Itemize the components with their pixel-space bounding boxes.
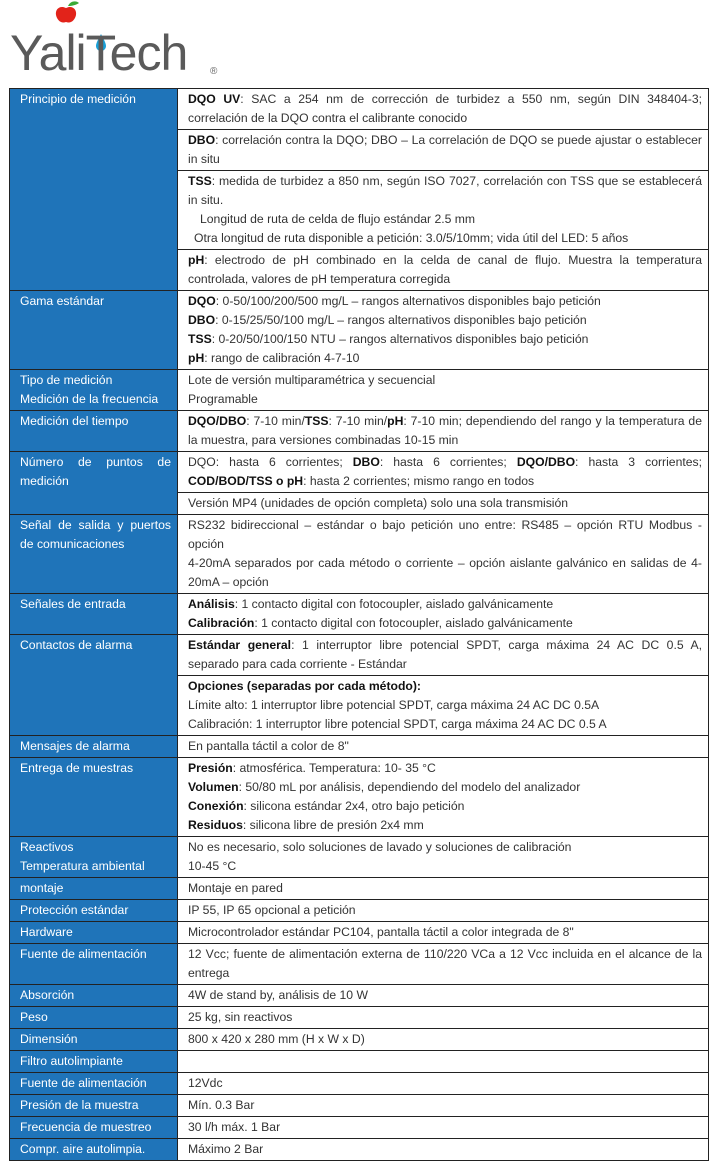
- row-label: montaje: [10, 878, 178, 900]
- row-value: Máximo 2 Bar: [178, 1139, 709, 1161]
- row-label: Compr. aire autolimpia.: [10, 1139, 178, 1161]
- row-label: Fuente de alimentación: [10, 944, 178, 985]
- row-label: Gama estándar: [10, 291, 178, 370]
- row-label: Señales de entrada: [10, 594, 178, 635]
- row-value: pH: electrodo de pH combinado en la celda de canal de flujo. Muestra la temperatura controlada, valores de pH temperatura corregida: [178, 250, 709, 291]
- row-value: Microcontrolador estándar PC104, pantalla táctil a color integrada de 8": [178, 922, 709, 944]
- table-row: [10, 758, 709, 837]
- row-value: 25 kg, sin reactivos: [178, 1007, 709, 1029]
- table-row: [10, 944, 709, 985]
- row-label: Tipo de medición Medición de la frecuencia: [10, 370, 178, 411]
- row-value: En pantalla táctil a color de 8": [178, 736, 709, 758]
- table-row: [10, 837, 709, 878]
- row-label: Entrega de muestras: [10, 758, 178, 837]
- row-label: Mensajes de alarma: [10, 736, 178, 758]
- row-label: Dimensión: [10, 1029, 178, 1051]
- row-label: Fuente de alimentación: [10, 1073, 178, 1095]
- table-row: [10, 291, 709, 370]
- row-label: Frecuencia de muestreo: [10, 1117, 178, 1139]
- table-row: [10, 411, 709, 452]
- row-value: Lote de versión multiparamétrica y secuencial Programable: [178, 370, 709, 411]
- row-value: 800 x 420 x 280 mm (H x W x D): [178, 1029, 709, 1051]
- logo-wordmark: YaliTech: [10, 25, 188, 81]
- table-row: [10, 1117, 709, 1139]
- row-label: Señal de salida y puertos de comunicaciones: [10, 515, 178, 594]
- row-label: Reactivos Temperatura ambiental: [10, 837, 178, 878]
- spec-table: [9, 88, 709, 1161]
- table-row: [10, 1051, 709, 1073]
- row-label: Filtro autolimpiante: [10, 1051, 178, 1073]
- table-row: [10, 985, 709, 1007]
- row-label: Medición del tiempo: [10, 411, 178, 452]
- table-row: [10, 452, 709, 493]
- table-row: [10, 1007, 709, 1029]
- table-row: [10, 878, 709, 900]
- row-value: RS232 bidireccional – estándar o bajo petición uno entre: RS485 – opción RTU Modbus - opción 4-20mA separados por cada método o corriente – opción aislante galvánico en salidas de 4-20mA – opción: [178, 515, 709, 594]
- table-row: [10, 1073, 709, 1095]
- row-label: Número de puntos de medición: [10, 452, 178, 515]
- row-value: IP 55, IP 65 opcional a petición: [178, 900, 709, 922]
- table-row: [10, 900, 709, 922]
- table-row: [10, 515, 709, 594]
- row-value: 12Vdc: [178, 1073, 709, 1095]
- table-row: [10, 594, 709, 635]
- row-value: TSS: medida de turbidez a 850 nm, según ISO 7027, correlación con TSS que se establecerá in situ. Longitud de ruta de celda de flujo estándar 2.5 mm Otra longitud de ruta disponible a petición: 3.0/5/10mm; vida útil del LED: 5 años: [178, 171, 709, 250]
- row-label: Contactos de alarma: [10, 635, 178, 736]
- row-label: Principio de medición: [10, 89, 178, 291]
- registered-mark: ®: [210, 66, 218, 77]
- row-value: DQO/DBO: 7-10 min/TSS: 7-10 min/pH: 7-10 min; dependiendo del rango y la temperatura de la muestra, para versiones combinadas 10-15 min: [178, 411, 709, 452]
- table-row: [10, 1095, 709, 1117]
- row-value: Análisis: 1 contacto digital con fotocoupler, aislado galvánicamente Calibración: 1 contacto digital con fotocoupler, aislado galvánicamente: [178, 594, 709, 635]
- row-value: DQO UV: SAC a 254 nm de corrección de turbidez a 550 nm, según DIN 348404-3; correlación de la DQO contra el calibrante conocido: [178, 89, 709, 130]
- row-value: 12 Vcc; fuente de alimentación externa de 110/220 VCa a 12 Vcc incluida en el alcance de la entrega: [178, 944, 709, 985]
- row-label: Peso: [10, 1007, 178, 1029]
- row-value: DBO: correlación contra la DQO; DBO – La correlación de DQO se puede ajustar o establecer in situ: [178, 130, 709, 171]
- row-value: DQO: hasta 6 corrientes; DBO: hasta 6 corrientes; DQO/DBO: hasta 3 corrientes; COD/BOD/TSS o pH: hasta 2 corrientes; mismo rango en todos: [178, 452, 709, 493]
- row-value: Mín. 0.3 Bar: [178, 1095, 709, 1117]
- row-value: Presión: atmosférica. Temperatura: 10- 35 °C Volumen: 50/80 mL por análisis, dependiendo del modelo del analizador Conexión: silicona estándar 2x4, otro bajo petición Residuos: silicona libre de presión 2x4 mm: [178, 758, 709, 837]
- row-value: DQO: 0-50/100/200/500 mg/L – rangos alternativos disponibles bajo petición DBO: 0-15/25/50/100 mg/L – rangos alternativos disponibles bajo petición TSS: 0-20/50/100/150 NTU – rangos alternativos disponibles bajo petición pH: rango de calibración 4-7-10: [178, 291, 709, 370]
- row-value: Estándar general: 1 interruptor libre potencial SPDT, carga máxima 24 AC DC 0.5 A, separado para cada corriente - Estándar: [178, 635, 709, 676]
- row-value: 30 l/h máx. 1 Bar: [178, 1117, 709, 1139]
- table-row: [10, 89, 709, 130]
- table-row: [10, 922, 709, 944]
- table-row: [10, 1139, 709, 1161]
- row-value: No es necesario, solo soluciones de lavado y soluciones de calibración 10-45 °C: [178, 837, 709, 878]
- row-label: Absorción: [10, 985, 178, 1007]
- row-value: Versión MP4 (unidades de opción completa) solo una sola transmisión: [178, 493, 709, 515]
- row-value: 4W de stand by, análisis de 10 W: [178, 985, 709, 1007]
- yalitech-logo: [6, 0, 226, 86]
- table-row: [10, 736, 709, 758]
- table-row: [10, 1029, 709, 1051]
- row-value: [178, 1051, 709, 1073]
- row-value: Montaje en pared: [178, 878, 709, 900]
- table-row: [10, 635, 709, 676]
- row-label: Protección estándar: [10, 900, 178, 922]
- table-row: [10, 370, 709, 411]
- row-label: Hardware: [10, 922, 178, 944]
- row-value: Opciones (separadas por cada método): Límite alto: 1 interruptor libre potencial SPDT, carga máxima 24 AC DC 0.5A Calibración: 1 interruptor libre potencial SPDT, carga máxima 24 AC DC 0.5 A: [178, 676, 709, 736]
- row-label: Presión de la muestra: [10, 1095, 178, 1117]
